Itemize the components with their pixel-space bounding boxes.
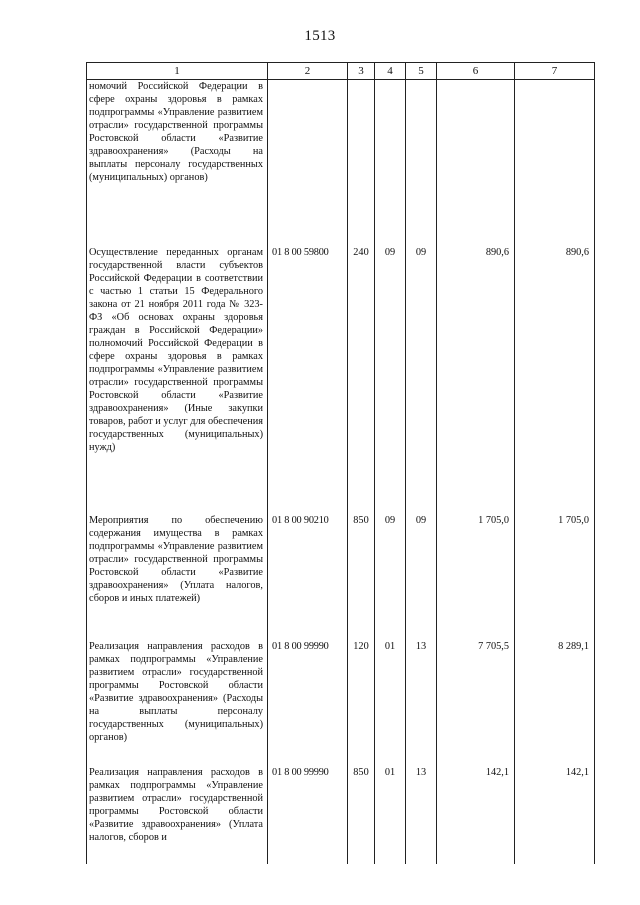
column-header-5: 5: [406, 63, 437, 80]
row-amount-2: 890,6: [515, 232, 595, 500]
row-subsection: 09: [406, 500, 437, 626]
table-header: [87, 63, 595, 80]
row-subsection: [406, 80, 437, 232]
row-amount-1: 7 705,5: [437, 626, 515, 752]
column-header-3: 3: [348, 63, 375, 80]
row-amount-2: 142,1: [515, 752, 595, 864]
row-amount-1: 890,6: [437, 232, 515, 500]
column-header-4: 4: [375, 63, 406, 80]
row-expense-type: [348, 80, 375, 232]
row-description: номочий Российской Федерации в сфере охраны здоровья в рамках подпрограммы «Управление развитием отрасли» государственной программы Ростовской области «Развитие здравоохранения» (Расходы на выплаты персоналу государственных (муниципальных) органов): [87, 80, 268, 232]
row-section: 09: [375, 500, 406, 626]
row-section: 01: [375, 626, 406, 752]
column-header-7: 7: [515, 63, 595, 80]
table-row: [87, 80, 595, 232]
row-section: 09: [375, 232, 406, 500]
row-target-code: 01 8 00 59800: [268, 232, 348, 500]
row-subsection: 09: [406, 232, 437, 500]
row-amount-1: 142,1: [437, 752, 515, 864]
row-description: Мероприятия по обеспечению содержания имущества в рамках подпрограммы «Управление развитием отрасли» государственной программы Ростовской области «Развитие здравоохранения» (Уплата налогов, сборов и иных платежей): [87, 500, 268, 626]
column-header-2: 2: [268, 63, 348, 80]
row-amount-2: [515, 80, 595, 232]
column-header-6: 6: [437, 63, 515, 80]
table-row: [87, 232, 595, 500]
row-expense-type: 120: [348, 626, 375, 752]
row-description: Осуществление переданных органам государственной власти субъектов Российской Федерации в соответствии с частью 1 статьи 15 Федерального закона от 21 ноября 2011 года № 323-ФЗ «Об основах охраны здоровья граждан в Российской Федерации» полномочий Российской Федерации в сфере охраны здоровья в рамках подпрограммы «Управление развитием отрасли» государственной программы Ростовской области «Развитие здравоохранения» (Иные закупки товаров, работ и услуг для обеспечения государственных (муниципальных) нужд): [87, 232, 268, 500]
column-header-1: 1: [87, 63, 268, 80]
row-target-code: 01 8 00 90210: [268, 500, 348, 626]
row-section: [375, 80, 406, 232]
row-amount-2: 1 705,0: [515, 500, 595, 626]
table-row: [87, 752, 595, 864]
row-amount-2: 8 289,1: [515, 626, 595, 752]
header-row: [87, 63, 595, 80]
table-body: [87, 80, 595, 864]
row-expense-type: 850: [348, 752, 375, 864]
row-target-code: [268, 80, 348, 232]
row-section: 01: [375, 752, 406, 864]
row-target-code: 01 8 00 99990: [268, 752, 348, 864]
budget-table: [86, 62, 595, 864]
page-number: 1513: [304, 28, 336, 44]
table-row: [87, 500, 595, 626]
row-subsection: 13: [406, 752, 437, 864]
row-target-code: 01 8 00 99990: [268, 626, 348, 752]
table-row: [87, 626, 595, 752]
row-expense-type: 850: [348, 500, 375, 626]
row-subsection: 13: [406, 626, 437, 752]
row-amount-1: 1 705,0: [437, 500, 515, 626]
row-amount-1: [437, 80, 515, 232]
row-description: Реализация направления расходов в рамках подпрограммы «Управление развитием отрасли» государственной программы Ростовской области «Развитие здравоохранения» (Уплата налогов, сборов и: [87, 752, 268, 864]
row-description: Реализация направления расходов в рамках подпрограммы «Управление развитием отрасли» государственной программы Ростовской области «Развитие здравоохранения» (Расходы на выплаты персоналу государственных (муниципальных) органов): [87, 626, 268, 752]
row-expense-type: 240: [348, 232, 375, 500]
